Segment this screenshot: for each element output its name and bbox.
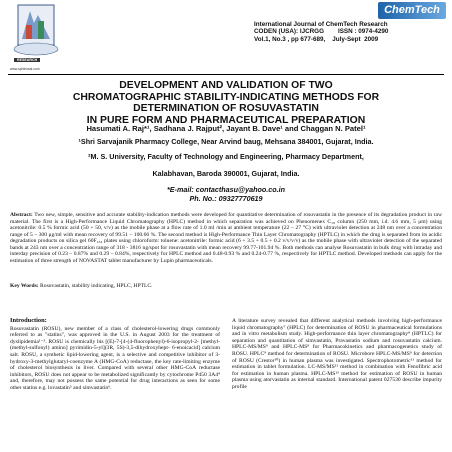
journal-volume: Vol.1, No.3 , pp 677-689, July-Sept 2009 — [254, 35, 379, 43]
journal-coden-issn: CODEN (USA): IJCRGG ISSN : 0974-4290 — [254, 28, 389, 36]
literature-column — [232, 318, 442, 391]
affiliation-2: ²M. S. University, Faculty of Technology and Engineering, Pharmacy Department, — [88, 152, 364, 161]
journal-name: International Journal of ChemTech Research — [254, 21, 388, 28]
title-line: IN PURE FORM AND PHARMACEUTICAL PREPARATION — [86, 114, 366, 126]
logo-research-label: RESEARCH — [14, 58, 40, 62]
abstract — [10, 212, 442, 264]
website-link[interactable]: www.sphinxsai.com — [10, 67, 40, 71]
abstract-text: Two new, simple, sensitive and accurate stability-indication methods were developed for quantitative determination of rosuvastatin in the presence of its degradation product in raw material. The first is a High-Performance Liquid Chromatography (HPLC) method in which separation was achieved on Phenomenex C₁₈ column (250 mm, i.d. 4.6 mm, 5 μm) using acetonitrile: 0.5 % formic acid (50 + 50, v/v) as the mobile phase at a flow rate of 1.0 ml /min at ambient temperature (22 – 27 °C) with ultraviolet detection at 248 nm over a concentration range of 5 – 300 μg/ml with mean recovery of 99.51 – 100.66 %. The second method is High-Performance Thin Layer Chromatography (HPTLC) in which the drug is separated from its acidic degradation products on silica gel 60F₂₅₄ plates using chloroform: toluene: acetonitrile: formic acid (6 + 3.5 + 0.5 + 0.2 v/v/v/v) as the mobile phase with ultraviolet detection of the separated bands at 243 nm over a concentration range of 318 - 3816 ng/spot for rosuvastatin with mean recovery 99.77-101.94 %. Both methods can analyse Rosuvastatin in bulk drug with intraday and interday precision of 0.23 – 0.87% and 0.29 – 0.84%, respectively for HPLC method and 0.48-0.93 % and 0.24-0.77 %, respectively for HPTLC method. Developed methods can apply for the estimation of three strength of NOVASTAT tablet manufacturer by Lupin pharmaceuticals. — [10, 212, 442, 264]
contact-email[interactable]: *E-mail: contacthasu@yahoo.co.in — [166, 185, 286, 194]
paper-title — [10, 80, 442, 126]
contact-phone: Ph. No.: 09327770619 — [189, 194, 263, 203]
affiliation-2-address: Kalabhavan, Baroda 390001, Gujarat, India. — [152, 169, 300, 178]
introduction-heading: Introduction: — [10, 317, 47, 324]
affiliation-1: ¹Shri Sarvajanik Pharmacy College, Near Arvind baug, Mehsana 384001, Gujarat, India. — [78, 137, 374, 146]
title-line: DETERMINATION OF ROSUVASTATIN — [133, 103, 319, 114]
keywords — [10, 283, 442, 290]
keywords-text: Rosuvastatin, stability indicating, HPLC, HPTLC. — [38, 283, 153, 289]
authors: Hasumati A. Raj*¹, Sadhana J. Rajput², Jayant B. Dave¹ and Chaggan N. Patel¹ — [86, 124, 366, 133]
title-line: DEVELOPMENT AND VALIDATION OF TWO — [119, 80, 333, 91]
chemtech-logo: ChemTech — [378, 2, 446, 19]
title-line: CHROMATOGRAPHIC STABILITY-INDICATING METHODS FOR — [72, 91, 380, 103]
literature-text: A literature survey revealed that different analytical methods involving high-performance liquid chromatography⁷ (HPLC) for determination of ROSU in pharmaceutical formulations and in vitro metabolism study. High-performance thin layer chromatography⁸ (HPTLC) for separation and quantitation of simvastatin, Pravastatin sodium and rosuvastatin calcium. HPLC-MS/MS⁹ and HPLC-MS⁸ for Pharmacokinetics and pharmacogenetics study of ROSU. HPLC⁹ method for determination of ROSU. Microbore HPLC-MS/MS⁹ for detection of ROSU (Crestor¹⁰) in human plasma was investigated. Spectrophotometric¹¹ method for estimation in tablet formulation. LC-MS/MS¹² method in combination with Fenofibric acid for estimation in human plasma. HPLC-MS¹³ method for estimation of ROSU in human plasma using atorvastatin as internal standard. International patent 027530 describe impurity profile — [232, 318, 442, 390]
abstract-label: Abstract: — [10, 212, 33, 218]
contact-info — [10, 185, 442, 203]
keywords-label: Key Words: — [10, 283, 39, 289]
introduction-text: Rosuvastatin (ROSU), new member of a class of cholesterol-lowering drugs commonly referred to as "statins", was approved in the U.S. in August 2003 for the treatment of dyslipidemia¹⁻³. ROSU is chemically bis [(E)-7-[4-(4-fluorophenyl)-6-isopropyl-2- [methyl- (methyl-sulfonyl) amino] pyrimidin-5-yl](3R, 5S)-3,5-dihydroxyhept- 6-enoicacid] calcium salt. ROSU, a synthetic lipid-lowering agent, is a selective and competitive inhibitor of 3-hydroxy-3-methylglutaryl-coenzyme A (HMG-CoA) reductase, the key rate-limiting enzyme of cholesterol biosynthesis in liver. Compared with several other HMG-CoA reductase inhibitors, ROSU does not appear to be metabolized significantly by cytochrome P450 3A4⁴ and, therefore, may not possess the same potential for drug interactions as seen for some other statins e.g. lovastatin⁵ and simvastatin⁶. — [10, 325, 220, 391]
header-divider — [8, 74, 444, 75]
journal-info — [254, 21, 444, 43]
introduction-column — [10, 318, 220, 392]
